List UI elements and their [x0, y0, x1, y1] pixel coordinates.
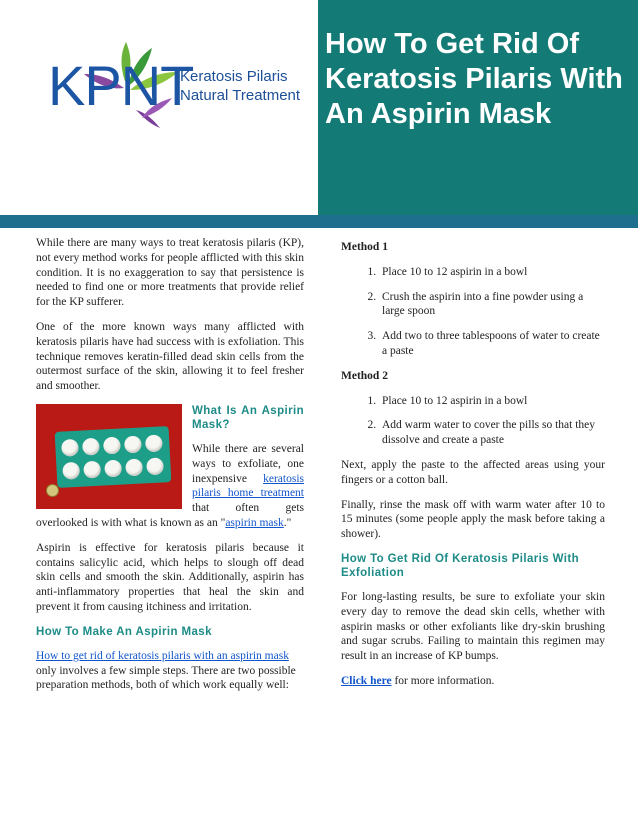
click-here-link[interactable]: Click here	[341, 674, 392, 687]
list-item: 2. Add warm water to cover the pills so that they dissolve and create a paste	[379, 418, 605, 448]
pill	[82, 438, 100, 456]
aspirin-section	[36, 404, 304, 531]
text-span: ."	[283, 516, 292, 529]
method-1-title: Method 1	[341, 241, 388, 253]
link-how-to-aspirin-mask[interactable]: How to get rid of keratosis pilaris with an aspirin mask	[36, 649, 289, 662]
header-banner	[0, 0, 638, 215]
method-2-list	[341, 394, 605, 448]
salicylic-paragraph: Aspirin is effective for keratosis pilaris because it contains salicylic acid, which helps to slough off dead skin cells and smooth the skin. Additionally, aspirin has anti-inflammatory properties that heal the skin and prevent it from causing itchiness and irritation.	[36, 541, 304, 613]
text-span: only involves a few simple steps. There are two possible preparation methods, both of which work equally well:	[36, 664, 296, 692]
list-item: 1. Place 10 to 12 aspirin in a bowl	[379, 265, 605, 280]
logo-line-1: Keratosis Pilaris	[180, 68, 288, 85]
pill	[62, 462, 80, 480]
exfoliation-paragraph: One of the more known ways many afflicted with keratosis pilaris have had success with is exfoliation. This technique removes keratin-filled dead skin cells from the outermost surface of the skin, allowing it to feel fresher and smoother.	[36, 320, 304, 393]
text-span: that often gets overlooked is with what is known as an "	[36, 502, 304, 529]
link-aspirin-mask[interactable]: aspirin mask	[225, 516, 284, 529]
pill	[124, 435, 142, 453]
page-title: How To Get Rid Of Keratosis Pilaris With An Aspirin Mask	[325, 28, 623, 130]
right-column	[341, 240, 605, 699]
logo-line-2: Natural Treatment	[180, 87, 301, 104]
text-span: for more information.	[391, 674, 495, 687]
left-column	[36, 236, 304, 703]
list-item: 3. Add two to three tablespoons of water to create a paste	[379, 329, 605, 359]
blister-pack	[55, 426, 172, 488]
spacer	[36, 531, 304, 541]
pill	[146, 457, 164, 475]
aspirin-photo	[36, 404, 182, 509]
more-info-paragraph	[341, 674, 605, 689]
list-item: 1. Place 10 to 12 aspirin in a bowl	[379, 394, 605, 409]
pill	[103, 437, 121, 455]
apply-paragraph: Next, apply the paste to the affected areas using your fingers or a cotton ball.	[341, 458, 605, 486]
pill	[145, 434, 163, 452]
heading-make-mask: How To Make An Aspirin Mask	[36, 625, 212, 638]
method-2-title: Method 2	[341, 369, 388, 382]
pill	[104, 460, 122, 478]
steps-intro-paragraph	[36, 649, 304, 693]
heading-exfoliation: How To Get Rid Of Keratosis Pilaris With Exfoliation	[341, 552, 580, 579]
text-span: While there are several ways to exfoliate, one inexpensive	[192, 442, 304, 485]
logo-tagline	[180, 67, 300, 105]
intro-paragraph: While there are many ways to treat keratosis pilaris (KP), not every method works for people afflicted with this skin condition. It is no exaggeration to say that persistence is needed to find one or more treatments that provide relief for the KP sufferer.	[36, 237, 304, 309]
long-lasting-paragraph: For long-lasting results, be sure to exfoliate your skin every day to remove the dead skin cells, whether with aspirin masks or other exfoliants like dry-skin brushing and sugar scrubs. Failing to maintain this regimen may result in an increase of KP bumps.	[341, 590, 605, 663]
list-item: 2. Crush the aspirin into a fine powder using a large spoon	[379, 290, 605, 320]
pill	[61, 439, 79, 457]
pill	[125, 458, 143, 476]
heading-aspirin-mask: What Is An Aspirin Mask?	[192, 404, 304, 431]
method-1-list	[341, 265, 605, 359]
rinse-paragraph: Finally, rinse the mask off with warm water after 10 to 15 minutes (some people apply the mask before taking a shower).	[341, 498, 605, 541]
link-home-treatment[interactable]: keratosis pilaris home treatment	[192, 472, 304, 500]
logo-letters: KPNT	[48, 54, 194, 117]
header-band	[0, 215, 638, 228]
pill	[83, 461, 101, 479]
logo-panel	[0, 0, 318, 215]
coin	[46, 484, 59, 497]
